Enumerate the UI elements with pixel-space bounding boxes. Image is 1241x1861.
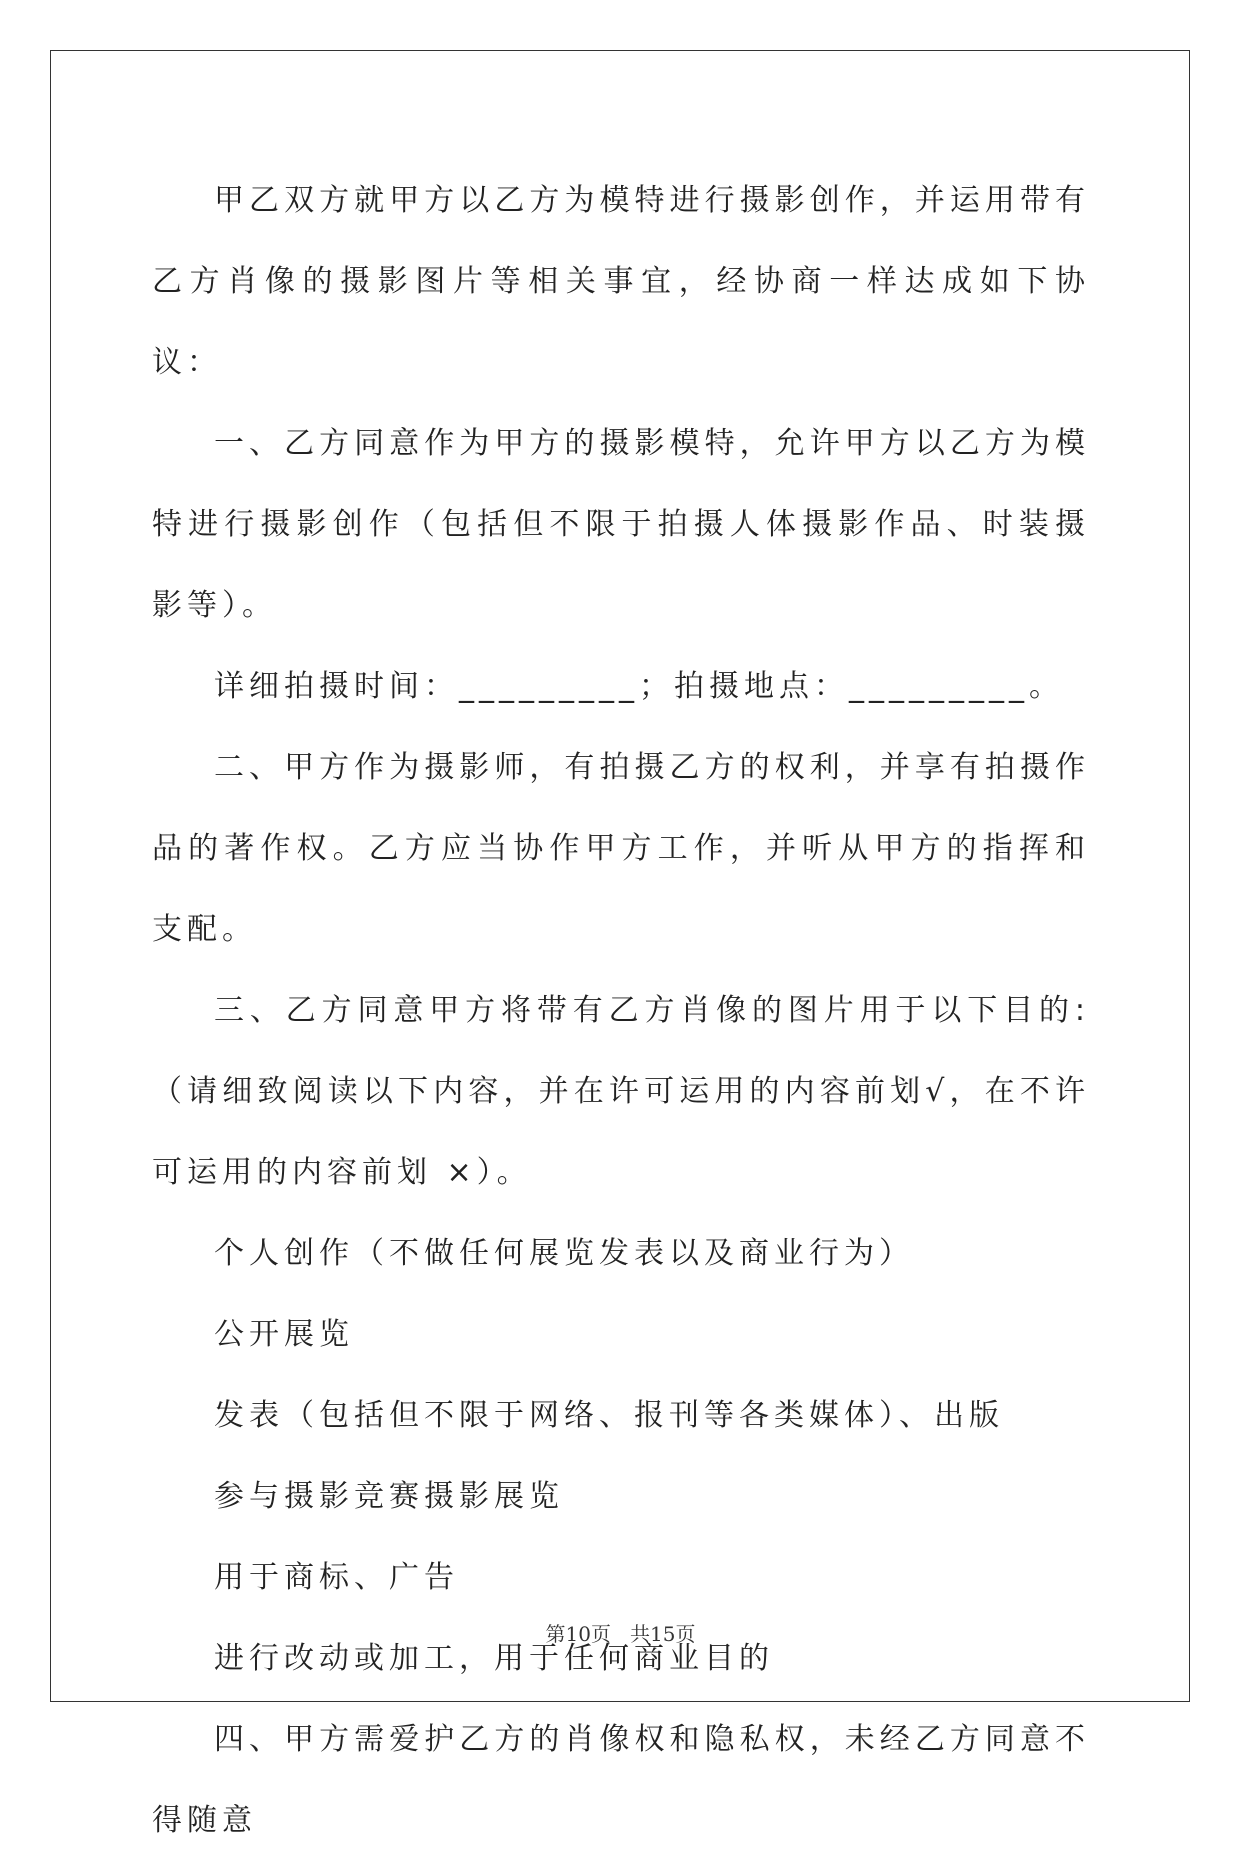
usage-option-modification: 进行改动或加工，用于任何商业目的 (214, 1641, 774, 1676)
paragraph-clause-4: 四、甲方需爱护乙方的肖像权和隐私权，未经乙方同意不得随意 (152, 1722, 1090, 1838)
paragraph-clause-2: 二、甲方作为摄影师，有拍摄乙方的权利，并享有拍摄作品的著作权。乙方应当协作甲方工作，并听从甲方的指挥和支配。 (152, 750, 1090, 947)
document-body (152, 160, 1090, 1861)
paragraph-shoot-details: 详细拍摄时间：_________；拍摄地点：_________。 (214, 669, 1064, 704)
paragraph-intro: 甲乙双方就甲方以乙方为模特进行摄影创作，并运用带有乙方肖像的摄影图片等相关事宜，经协商一样达成如下协议： (152, 183, 1090, 380)
usage-option-exhibition: 公开展览 (214, 1317, 354, 1352)
page-number: 第10页 共15页 (545, 1622, 696, 1646)
usage-option-competition: 参与摄影竞赛摄影展览 (214, 1479, 564, 1514)
usage-option-advertising: 用于商标、广告 (214, 1560, 459, 1595)
paragraph-clause-3: 三、乙方同意甲方将带有乙方肖像的图片用于以下目的:（请细致阅读以下内容，并在许可运用的内容前划√，在不许可运用的内容前划 ×）。 (152, 993, 1090, 1190)
usage-option-personal: 个人创作（不做任何展览发表以及商业行为） (214, 1236, 914, 1271)
paragraph-clause-1: 一、乙方同意作为甲方的摄影模特，允许甲方以乙方为模特进行摄影创作（包括但不限于拍摄人体摄影作品、时装摄影等）。 (152, 426, 1090, 623)
usage-option-publication: 发表（包括但不限于网络、报刊等各类媒体）、出版 (214, 1398, 1004, 1433)
